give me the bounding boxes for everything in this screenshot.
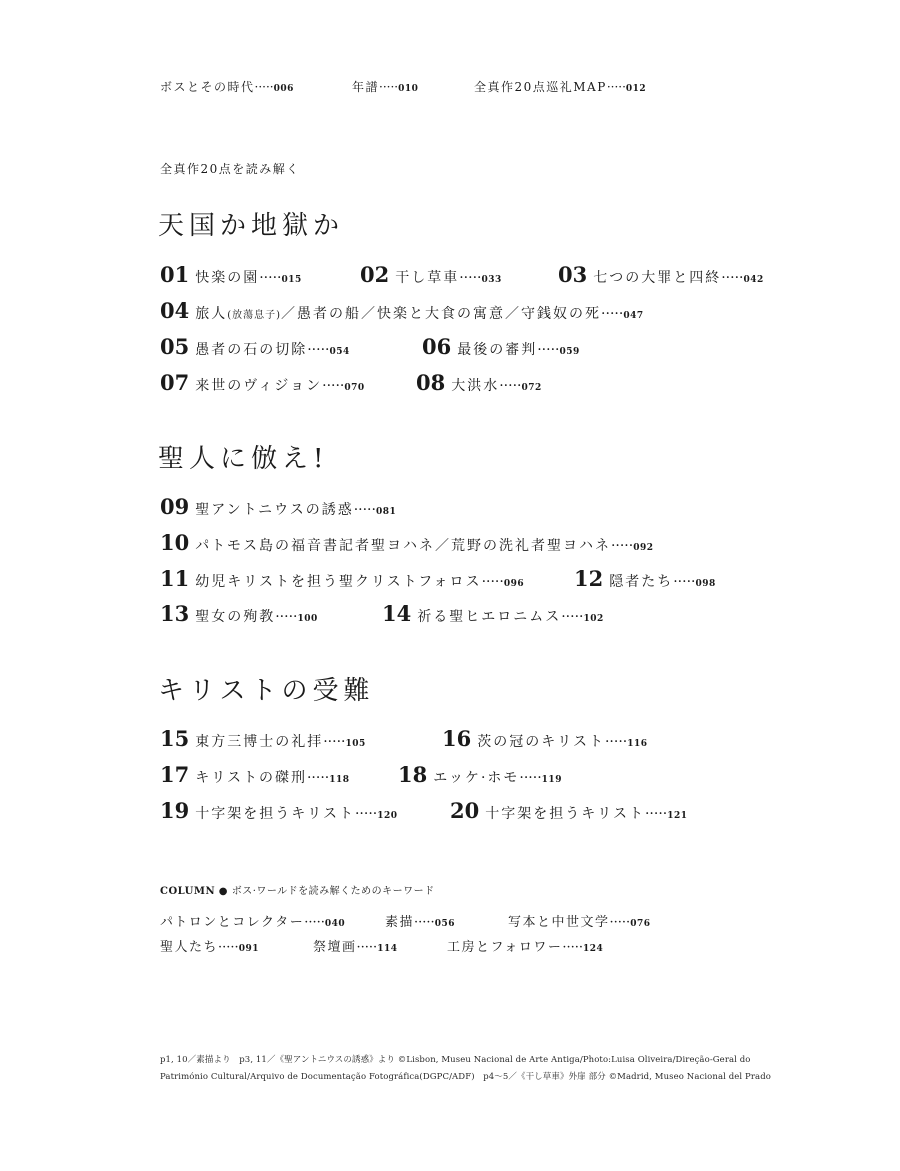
page-number: 121 xyxy=(667,811,688,821)
column-item-saints[interactable] xyxy=(160,936,259,955)
item-number: 09 xyxy=(160,494,190,519)
item-number: 03 xyxy=(558,262,588,287)
leader-dots: ····· xyxy=(519,770,542,786)
toc-item-06[interactable] xyxy=(422,334,580,359)
column-item-label: 写本と中世文学 xyxy=(508,915,610,930)
intro-text: 全真作20点を読み解く xyxy=(160,162,300,176)
leader-dots: ····· xyxy=(609,915,631,930)
item-title: 東方三博士の礼拝 xyxy=(195,734,324,750)
leader-dots: ····· xyxy=(259,270,282,286)
column-heading xyxy=(160,882,435,897)
leader-dots: ····· xyxy=(459,270,482,286)
item-number: 02 xyxy=(360,262,390,287)
toc-item-12[interactable] xyxy=(574,566,716,591)
leader-dots: ····· xyxy=(499,378,522,394)
item-title-rest: ／愚者の船／快楽と大食の寓意／守銭奴の死 xyxy=(281,306,602,322)
item-title: 最後の審判 xyxy=(457,342,538,358)
column-item-label: 祭壇画 xyxy=(313,940,357,955)
leader-dots: ····· xyxy=(218,940,239,955)
section-title-passion-of-christ: キリストの受難 xyxy=(158,676,375,706)
page-number: 006 xyxy=(273,84,294,94)
item-number: 18 xyxy=(398,762,428,787)
item-title: 干し草車 xyxy=(395,270,460,286)
bullet-icon: ● xyxy=(218,886,229,897)
leader-dots: ····· xyxy=(537,342,560,358)
item-number: 12 xyxy=(574,566,604,591)
leader-dots: ····· xyxy=(379,80,399,94)
toc-item-05[interactable] xyxy=(160,334,350,359)
page-number: 072 xyxy=(521,383,542,393)
leader-dots: ····· xyxy=(353,502,376,518)
page-number: 102 xyxy=(583,614,604,624)
item-title: パトモス島の福音書記者聖ヨハネ／荒野の洗礼者聖ヨハネ xyxy=(195,538,611,554)
leader-dots: ····· xyxy=(673,574,696,590)
item-number: 20 xyxy=(450,798,480,823)
item-title: 大洪水 xyxy=(451,378,500,394)
toc-item-04[interactable] xyxy=(160,298,644,323)
item-title: 旅人 xyxy=(195,306,228,322)
top-link-bosch-era[interactable] xyxy=(160,78,294,95)
leader-dots: ····· xyxy=(275,609,298,625)
column-item-label: パトロンとコレクター xyxy=(160,915,305,930)
page-number: 081 xyxy=(375,507,397,517)
column-item-label: 素描 xyxy=(385,915,415,930)
toc-item-08[interactable] xyxy=(416,370,542,395)
leader-dots: ····· xyxy=(354,806,378,822)
item-number: 11 xyxy=(160,566,190,591)
item-number: 01 xyxy=(160,262,190,287)
toc-item-11[interactable] xyxy=(160,566,524,591)
photo-credits xyxy=(160,1052,771,1086)
toc-item-15[interactable] xyxy=(160,726,366,751)
page-number: 054 xyxy=(329,347,350,357)
leader-dots: ····· xyxy=(561,609,584,625)
column-item-manuscripts[interactable] xyxy=(508,911,650,930)
column-item-label: 工房とフォロワー xyxy=(447,940,563,955)
item-title: 祈る聖ヒエロニムス xyxy=(417,609,562,625)
toc-item-03[interactable] xyxy=(558,262,764,287)
top-link-chronology[interactable] xyxy=(352,78,418,95)
toc-item-19[interactable] xyxy=(160,798,398,823)
page-number: 012 xyxy=(625,84,647,94)
item-number: 08 xyxy=(416,370,446,395)
column-item-patrons[interactable] xyxy=(160,911,345,930)
page-number: 015 xyxy=(281,275,302,285)
column-item-altarpieces[interactable] xyxy=(313,936,397,955)
toc-item-17[interactable] xyxy=(160,762,350,787)
leader-dots: ····· xyxy=(606,80,626,94)
page-number: 040 xyxy=(324,919,346,929)
item-title: 茨の冠のキリスト xyxy=(477,734,605,750)
item-title: 十字架を担うキリスト xyxy=(485,806,645,822)
toc-item-20[interactable] xyxy=(450,798,688,823)
toc-item-07[interactable] xyxy=(160,370,365,395)
item-title: 聖アントニウスの誘惑 xyxy=(195,502,354,518)
toc-item-02[interactable] xyxy=(360,262,502,287)
item-number: 06 xyxy=(422,334,452,359)
item-number: 04 xyxy=(160,298,190,323)
page-number: 100 xyxy=(297,614,318,624)
item-title: 十字架を担うキリスト xyxy=(195,806,355,822)
page-number: 098 xyxy=(695,579,716,589)
page-number: 056 xyxy=(434,919,455,929)
page-number: 096 xyxy=(503,579,525,589)
toc-item-18[interactable] xyxy=(398,762,562,787)
item-number: 05 xyxy=(160,334,190,359)
section-title-follow-the-saints: 聖人に倣え! xyxy=(158,444,329,474)
item-title: 隠者たち xyxy=(609,574,674,590)
section-title-heaven-or-hell: 天国か地獄か xyxy=(158,211,345,241)
page-number: 042 xyxy=(743,275,764,285)
item-number: 19 xyxy=(160,798,190,823)
column-item-label: 聖人たち xyxy=(160,940,219,955)
item-title: 聖女の殉教 xyxy=(195,609,276,625)
leader-dots: ····· xyxy=(481,574,504,590)
leader-dots: ····· xyxy=(322,378,345,394)
leader-dots: ····· xyxy=(721,270,744,286)
item-title-note: (放蕩息子) xyxy=(227,310,282,321)
leader-dots: ····· xyxy=(604,734,628,750)
page-number: 092 xyxy=(633,543,654,553)
leader-dots: ····· xyxy=(307,342,330,358)
credits-line-1: p1, 10／素描より p3, 11／《聖アントニウスの誘惑》より ©Lisbon, Museu Nacional de Arte Antiga/Photo:Luisa Oliveira/Direção-Geral do xyxy=(160,1055,751,1065)
page-number: 118 xyxy=(329,775,350,785)
credits-line-2: Património Cultural/Arquivo de Documentação Fotográfica(DGPC/ADF) p4〜5／《干し草車》外扉 部分 ©Madrid, Museo Nacional del Prado xyxy=(160,1072,771,1082)
page-number: 047 xyxy=(623,311,644,321)
leader-dots: ····· xyxy=(414,915,435,930)
leader-dots: ····· xyxy=(323,734,346,750)
item-title: 快楽の園 xyxy=(195,270,260,286)
item-number: 17 xyxy=(160,762,190,787)
item-number: 14 xyxy=(382,601,412,626)
page-number: 091 xyxy=(238,944,259,954)
item-number: 15 xyxy=(160,726,190,751)
leader-dots: ····· xyxy=(306,770,330,786)
leader-dots: ····· xyxy=(304,915,325,930)
page-number: 070 xyxy=(344,383,365,393)
item-title: 幼児キリストを担う聖クリストフォロス xyxy=(195,574,482,590)
page-number: 033 xyxy=(481,275,502,285)
item-title: キリストの磔刑 xyxy=(195,770,307,786)
item-title: 来世のヴィジョン xyxy=(195,378,323,394)
toc-item-09[interactable] xyxy=(160,494,396,519)
item-number: 10 xyxy=(160,530,190,555)
leader-dots: ····· xyxy=(562,940,584,955)
item-title: 七つの大罪と四終 xyxy=(593,270,722,286)
top-link-label: 全真作20点巡礼MAP xyxy=(474,80,607,94)
toc-item-13[interactable] xyxy=(160,601,318,626)
item-number: 07 xyxy=(160,370,190,395)
leader-dots: ····· xyxy=(601,306,624,322)
page-number: 059 xyxy=(559,347,580,357)
leader-dots: ····· xyxy=(356,940,378,955)
column-item-workshop[interactable] xyxy=(447,936,603,955)
page-number: 120 xyxy=(377,811,398,821)
leader-dots: ····· xyxy=(254,80,274,94)
column-item-drawings[interactable] xyxy=(385,911,455,930)
item-title: 愚者の石の切除 xyxy=(195,342,308,358)
page-number: 119 xyxy=(541,775,562,785)
toc-item-14[interactable] xyxy=(382,601,604,626)
top-link-label: ボスとその時代 xyxy=(160,80,255,94)
toc-item-10[interactable] xyxy=(160,530,654,555)
page-number: 010 xyxy=(398,84,419,94)
page-number: 124 xyxy=(583,944,604,954)
item-number: 16 xyxy=(442,726,472,751)
page-number: 114 xyxy=(377,944,398,954)
item-title: エッケ·ホモ xyxy=(433,770,520,786)
toc-item-01[interactable] xyxy=(160,262,302,287)
column-word: COLUMN xyxy=(160,886,216,897)
item-number: 13 xyxy=(160,601,190,626)
top-link-label: 年譜 xyxy=(352,80,380,94)
page-number: 116 xyxy=(627,739,648,749)
page-number: 076 xyxy=(630,919,651,929)
leader-dots: ····· xyxy=(610,538,634,554)
leader-dots: ····· xyxy=(644,806,668,822)
toc-item-16[interactable] xyxy=(442,726,648,751)
column-subtitle: ボス·ワールドを読み解くためのキーワード xyxy=(231,886,435,897)
page-number: 105 xyxy=(345,739,366,749)
top-link-map[interactable] xyxy=(474,78,646,95)
